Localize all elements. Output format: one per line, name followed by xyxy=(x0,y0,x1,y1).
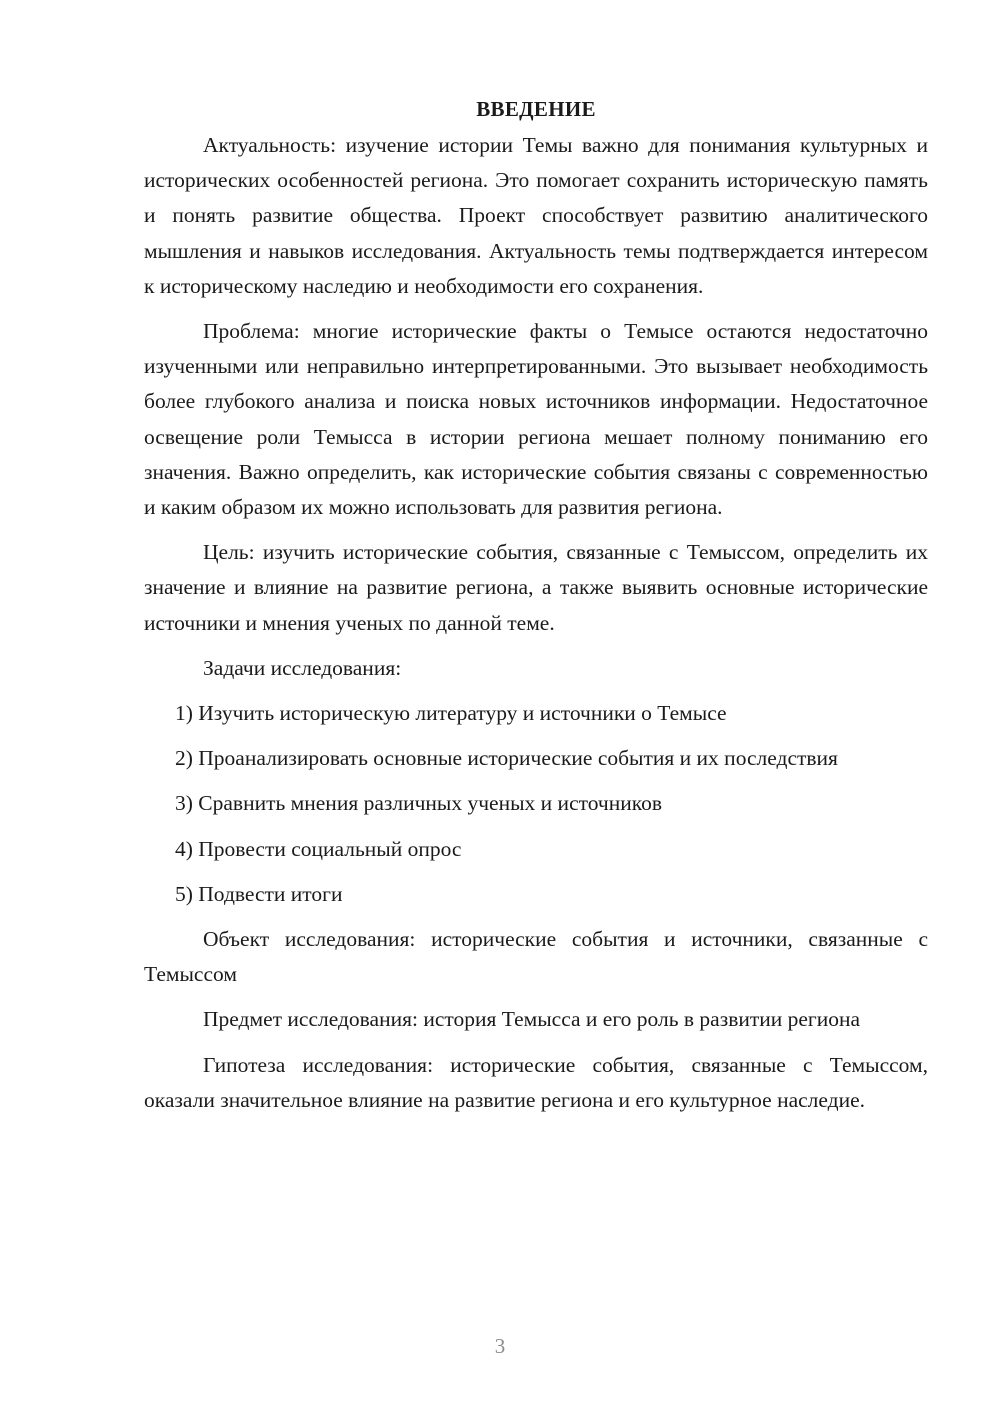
list-item: 3) Сравнить мнения различных ученых и источников xyxy=(175,791,662,816)
list-item: 1) Изучить историческую литературу и источники о Темысе xyxy=(175,701,727,726)
page-number: 3 xyxy=(494,1334,506,1358)
list-item: 4) Провести социальный опрос xyxy=(175,836,462,861)
tasks-list xyxy=(144,696,928,912)
object-paragraph: Объект исследования: исторические события и источники, связанные с Темыссом xyxy=(144,927,928,987)
page-title: ВВЕДЕНИЕ xyxy=(476,97,596,121)
list-item: 5) Подвести итоги xyxy=(175,881,343,906)
subject-paragraph: Предмет исследования: история Темысса и его роль в развитии региона xyxy=(203,1007,861,1032)
hypothesis-paragraph: Гипотеза исследования: исторические события, связанные с Темыссом, оказали значительное влияние на развитие региона и его культурное наследие. xyxy=(144,1052,928,1112)
list-item: 2) Проанализировать основные исторические события и их последствия xyxy=(175,746,838,771)
document-page xyxy=(144,92,928,1128)
problem-paragraph: Проблема: многие исторические факты о Темысе остаются недостаточно изученными или неправильно интерпретированными. Это вызывает необходимость более глубокого анализа и поиска новых источников информации. Недостаточное освещение роли Темысса в истории региона мешает полному пониманию его значения. Важно определить, как исторические события связаны с современностью и каким образом их можно использовать для развития региона. xyxy=(144,319,928,520)
goal-paragraph: Цель: изучить исторические события, связанные с Темыссом, определить их значение и влияние на развитие региона, а также выявить основные исторические источники и мнения ученых по данной теме. xyxy=(144,540,928,635)
relevance-paragraph: Актуальность: изучение истории Темы важно для понимания культурных и исторических особенностей региона. Это помогает сохранить историческую память и понять развитие общества. Проект способствует развитию аналитического мышления и навыков исследования. Актуальность темы подтверждается интересом к историческому наследию и необходимости его сохранения. xyxy=(144,133,928,298)
tasks-heading: Задачи исследования: xyxy=(203,655,402,680)
